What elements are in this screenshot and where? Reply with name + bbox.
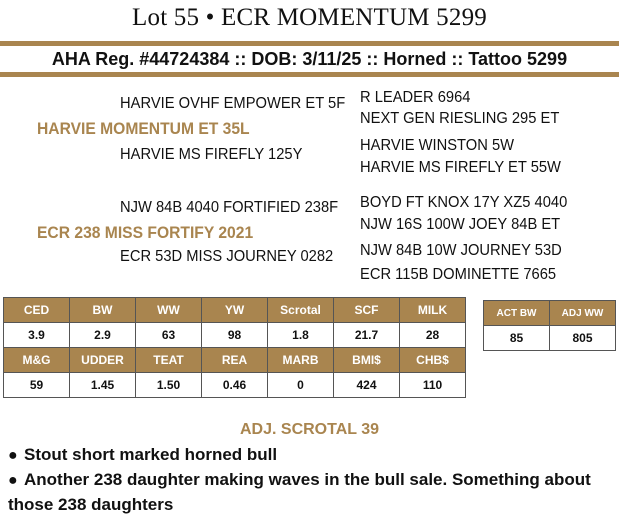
- epd-value: 98: [202, 323, 268, 348]
- epd-header: WW: [136, 298, 202, 323]
- epd-value: 59: [4, 373, 70, 398]
- dam-sire-dam: NJW 16S 100W JOEY 84B ET: [360, 216, 561, 233]
- dam-dam-dam: ECR 115B DOMINETTE 7665: [360, 266, 557, 283]
- epd-header: CED: [4, 298, 70, 323]
- epd-value: 1.45: [70, 373, 136, 398]
- comments-list: [8, 443, 616, 517]
- dam-dam-sire: NJW 84B 10W JOURNEY 53D: [360, 242, 562, 259]
- epd-header: YW: [202, 298, 268, 323]
- epd-header: MARB: [268, 348, 334, 373]
- actual-header: ADJ WW: [550, 301, 616, 326]
- actual-value-row: [484, 326, 616, 351]
- epd-value: 3.9: [4, 323, 70, 348]
- actual-value: 805: [550, 326, 616, 351]
- epd-header: UDDER: [70, 348, 136, 373]
- epd-header: CHB$: [400, 348, 466, 373]
- epd-header: M&G: [4, 348, 70, 373]
- epd-header: REA: [202, 348, 268, 373]
- epd-value: 21.7: [334, 323, 400, 348]
- epd-table: [3, 297, 466, 398]
- epd-value: 0: [268, 373, 334, 398]
- epd-value: 2.9: [70, 323, 136, 348]
- epd-header-row-1: [4, 298, 466, 323]
- adj-scrotal: ADJ. SCROTAL 39: [240, 421, 379, 438]
- epd-value-row-1: [4, 323, 466, 348]
- comment-item: [8, 443, 616, 468]
- lot-title: Lot 55 • ECR MOMENTUM 5299: [132, 4, 487, 31]
- epd-header: SCF: [334, 298, 400, 323]
- sire-sire-dam: NEXT GEN RIESLING 295 ET: [360, 110, 560, 127]
- sire-sire: HARVIE OVHF EMPOWER ET 5F: [120, 95, 346, 112]
- epd-value: 424: [334, 373, 400, 398]
- comment-item: [8, 468, 616, 517]
- epd-header: MILK: [400, 298, 466, 323]
- actual-header-row: [484, 301, 616, 326]
- bullet-icon: ●: [8, 472, 18, 489]
- epd-header: BW: [70, 298, 136, 323]
- dam: ECR 238 MISS FORTIFY 2021: [37, 223, 254, 242]
- actual-weights-table: [483, 300, 616, 351]
- sire-dam-sire: HARVIE WINSTON 5W: [360, 137, 515, 154]
- epd-value: 63: [136, 323, 202, 348]
- epd-value: 0.46: [202, 373, 268, 398]
- sire-dam: HARVIE MS FIREFLY 125Y: [120, 146, 303, 163]
- comment-text: Another 238 daughter making waves in the bull sale. Something about those 238 daughters: [8, 470, 591, 514]
- comment-text: Stout short marked horned bull: [24, 445, 278, 464]
- epd-value-row-2: [4, 373, 466, 398]
- sire: HARVIE MOMENTUM ET 35L: [37, 119, 250, 138]
- epd-value: 1.8: [268, 323, 334, 348]
- epd-header-row-2: [4, 348, 466, 373]
- dam-sire-sire: BOYD FT KNOX 17Y XZ5 4040: [360, 194, 568, 211]
- dam-dam: ECR 53D MISS JOURNEY 0282: [120, 248, 334, 265]
- bullet-icon: ●: [8, 447, 18, 464]
- sire-sire-sire: R LEADER 6964: [360, 89, 471, 106]
- epd-value: 28: [400, 323, 466, 348]
- actual-value: 85: [484, 326, 550, 351]
- epd-value: 1.50: [136, 373, 202, 398]
- actual-header: ACT BW: [484, 301, 550, 326]
- epd-header: BMI$: [334, 348, 400, 373]
- epd-value: 110: [400, 373, 466, 398]
- sire-dam-dam: HARVIE MS FIREFLY ET 55W: [360, 159, 561, 176]
- registration-bar: AHA Reg. #44724384 :: DOB: 3/11/25 :: Horned :: Tattoo 5299: [0, 41, 619, 77]
- epd-header: TEAT: [136, 348, 202, 373]
- dam-sire: NJW 84B 4040 FORTIFIED 238F: [120, 199, 339, 216]
- epd-header: Scrotal: [268, 298, 334, 323]
